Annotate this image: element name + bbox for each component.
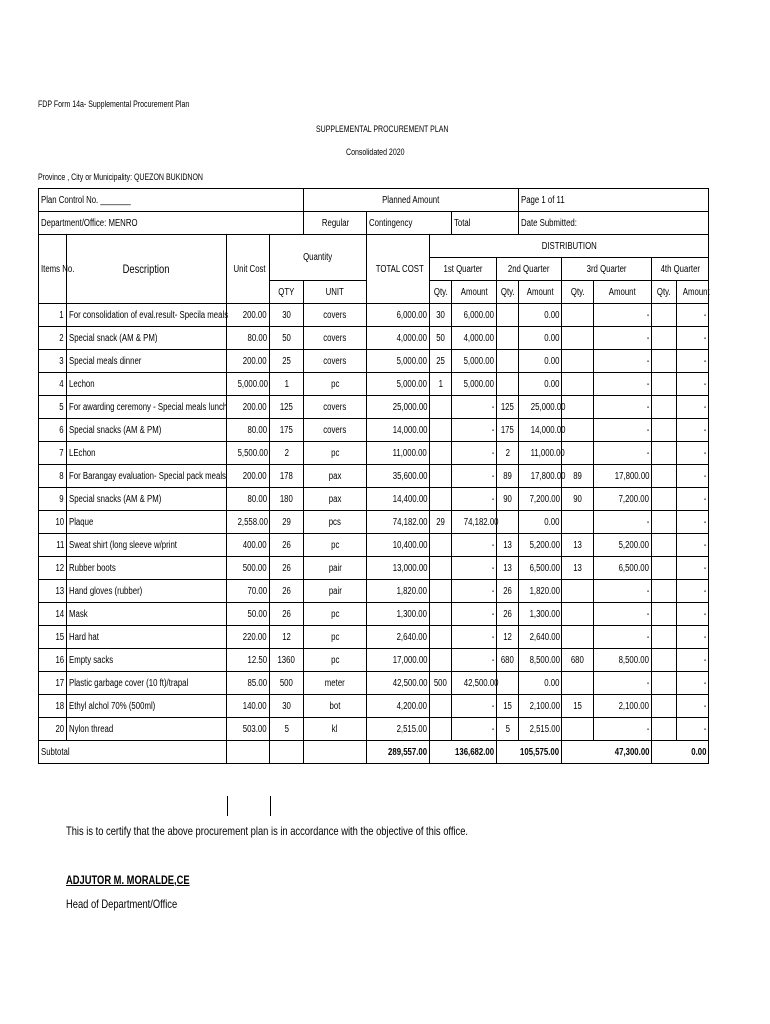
unit-cost: 200.00 bbox=[243, 309, 267, 321]
q1-qty: 25 bbox=[436, 355, 445, 367]
q1-amount: - bbox=[491, 447, 495, 459]
unit: pair bbox=[328, 562, 342, 574]
q4-amount: - bbox=[703, 562, 707, 574]
q2-qty: 89 bbox=[503, 470, 512, 482]
q4-header: 4th Quarter bbox=[660, 263, 700, 275]
q4-amount: - bbox=[703, 585, 707, 597]
unit-cost: 503.00 bbox=[243, 723, 267, 735]
unit: pc bbox=[330, 447, 340, 459]
q1-amount: - bbox=[491, 608, 495, 620]
item-number: 6 bbox=[59, 424, 64, 436]
quantity: 2 bbox=[284, 447, 289, 459]
q3-amount: 6,500.00 bbox=[618, 562, 650, 574]
unit: pc bbox=[330, 654, 340, 666]
unit: covers bbox=[323, 355, 347, 367]
plan-title: SUPPLEMENTAL PROCUREMENT PLAN bbox=[316, 124, 449, 134]
quantity: 30 bbox=[282, 700, 291, 712]
item-description: Plastic garbage cover (10 ft)/trapal bbox=[69, 677, 189, 689]
q2-amount: 2,640.00 bbox=[529, 631, 560, 643]
header-row-2 bbox=[39, 212, 709, 235]
unit-cost: 50.00 bbox=[247, 608, 267, 620]
q2-amount: 25,000.00 bbox=[530, 401, 566, 413]
q1-amount: - bbox=[491, 700, 495, 712]
q4-amount: - bbox=[703, 654, 707, 666]
item-description: Sweat shirt (long sleeve w/print bbox=[69, 539, 177, 551]
q4-amount: - bbox=[703, 309, 707, 321]
q3-amount: - bbox=[646, 378, 650, 390]
q3-header: 3rd Quarter bbox=[586, 263, 627, 275]
total-cost: 5,000.00 bbox=[396, 378, 428, 390]
q1-amount: 6,000.00 bbox=[463, 309, 495, 321]
q3-amount: - bbox=[646, 608, 650, 620]
q3-amount: - bbox=[646, 355, 650, 367]
unit: pax bbox=[328, 493, 342, 505]
q2-header: 2nd Quarter bbox=[508, 263, 550, 275]
item-number: 13 bbox=[55, 585, 64, 597]
regular-label: Regular bbox=[321, 217, 349, 229]
quantity: 1 bbox=[284, 378, 289, 390]
date-submitted-label: Date Submitted: bbox=[521, 217, 577, 229]
q2-amount: 11,000.00 bbox=[530, 447, 565, 459]
total-cost-header: TOTAL COST bbox=[375, 263, 424, 275]
item-description: For awarding ceremony - Special meals lunch bbox=[69, 401, 228, 413]
unit-cost: 200.00 bbox=[243, 355, 267, 367]
signatory-title: Head of Department/Office bbox=[66, 897, 178, 911]
q3-amount: - bbox=[646, 516, 650, 528]
q2-qty: 2 bbox=[505, 447, 510, 459]
item-description: Lechon bbox=[69, 378, 95, 390]
quantity: 1360 bbox=[277, 654, 296, 666]
unit-cost: 80.00 bbox=[247, 493, 267, 505]
subtotal-q4: 0.00 bbox=[690, 746, 707, 758]
q4-amount: - bbox=[703, 700, 707, 712]
q3-amount: - bbox=[646, 723, 650, 735]
q2-qty: 175 bbox=[501, 424, 515, 436]
q1-amount: 42,500.00 bbox=[463, 677, 499, 689]
unit: meter bbox=[325, 677, 345, 689]
item-description: Plaque bbox=[69, 516, 94, 528]
q3-amount: - bbox=[646, 677, 650, 689]
unit-cost: 5,000.00 bbox=[237, 378, 268, 390]
item-description: Empty sacks bbox=[69, 654, 114, 666]
item-number: 4 bbox=[59, 378, 64, 390]
q1-qty: 29 bbox=[436, 516, 445, 528]
item-number: 18 bbox=[55, 700, 64, 712]
q3-amount: 7,200.00 bbox=[618, 493, 650, 505]
q4-amount: - bbox=[703, 424, 707, 436]
quantity: 12 bbox=[282, 631, 291, 643]
q2-amount: 0.00 bbox=[543, 332, 560, 344]
unit: pcs bbox=[328, 516, 342, 528]
q2-amount: 0.00 bbox=[543, 309, 560, 321]
q2-amount: 5,200.00 bbox=[529, 539, 560, 551]
total-cost: 4,200.00 bbox=[396, 700, 428, 712]
q4-amount-header: Amount bbox=[682, 286, 710, 298]
quantity: 26 bbox=[282, 562, 291, 574]
q3-qty: 15 bbox=[573, 700, 582, 712]
total-cost: 25,000.00 bbox=[392, 401, 428, 413]
qty-header: QTY bbox=[278, 286, 295, 298]
total-cost: 6,000.00 bbox=[396, 309, 428, 321]
quantity: 500 bbox=[279, 677, 294, 689]
q2-amount: 0.00 bbox=[543, 378, 560, 390]
procurement-table bbox=[38, 188, 709, 764]
item-description: Hard hat bbox=[69, 631, 99, 643]
unit-cost: 500.00 bbox=[243, 562, 267, 574]
table-row bbox=[39, 419, 709, 442]
q4-amount: - bbox=[703, 608, 707, 620]
table-row bbox=[39, 695, 709, 718]
q1-amount: - bbox=[491, 585, 495, 597]
quantity: 50 bbox=[282, 332, 291, 344]
q3-amount: - bbox=[646, 631, 650, 643]
unit: pax bbox=[328, 470, 342, 482]
q1-amount: - bbox=[491, 493, 495, 505]
item-description: Hand gloves (rubber) bbox=[69, 585, 143, 597]
item-number: 12 bbox=[55, 562, 64, 574]
total-cost: 10,400.00 bbox=[392, 539, 428, 551]
subtotal-q3: 47,300.00 bbox=[614, 746, 650, 758]
unit-cost: 220.00 bbox=[243, 631, 267, 643]
quantity: 26 bbox=[282, 585, 291, 597]
total-cost: 74,182.00 bbox=[392, 516, 428, 528]
table-row bbox=[39, 488, 709, 511]
item-description: Special meals dinner bbox=[69, 355, 142, 367]
q1-qty: 500 bbox=[434, 677, 448, 689]
q1-amount: - bbox=[491, 539, 495, 551]
q3-qty: 13 bbox=[573, 539, 582, 551]
q3-amount-header: Amount bbox=[609, 286, 636, 298]
contingency-label: Contingency bbox=[369, 217, 413, 229]
item-number: 5 bbox=[59, 401, 64, 413]
item-description: Rubber boots bbox=[69, 562, 116, 574]
q3-amount: 2,100.00 bbox=[618, 700, 650, 712]
q3-qty: 13 bbox=[573, 562, 582, 574]
unit: covers bbox=[323, 401, 347, 413]
unit: covers bbox=[323, 424, 347, 436]
table-row bbox=[39, 672, 709, 695]
q1-header: 1st Quarter bbox=[443, 263, 483, 275]
q1-amount: - bbox=[491, 470, 495, 482]
q2-qty: 13 bbox=[503, 539, 512, 551]
q2-qty: 12 bbox=[503, 631, 512, 643]
quantity: 5 bbox=[284, 723, 289, 735]
table-row bbox=[39, 580, 709, 603]
table-row bbox=[39, 396, 709, 419]
item-description: For Barangay evaluation- Special pack meals bbox=[69, 470, 226, 482]
q3-amount: - bbox=[646, 447, 650, 459]
unit: pc bbox=[330, 539, 340, 551]
trailing-line-right bbox=[270, 796, 271, 816]
q3-amount: - bbox=[646, 424, 650, 436]
q2-qty: 680 bbox=[501, 654, 515, 666]
unit: bot bbox=[329, 700, 341, 712]
consolidated-label: Consolidated 2020 bbox=[346, 147, 405, 157]
header-row-3 bbox=[39, 235, 709, 258]
item-number: 10 bbox=[55, 516, 64, 528]
q2-amount: 1,300.00 bbox=[529, 608, 560, 620]
total-cost: 4,000.00 bbox=[396, 332, 428, 344]
subtotal-row bbox=[39, 741, 709, 764]
q3-amount: 17,800.00 bbox=[614, 470, 650, 482]
total-cost: 1,300.00 bbox=[396, 608, 428, 620]
unit: pc bbox=[330, 631, 340, 643]
total-label: Total bbox=[454, 217, 471, 229]
quantity: 26 bbox=[282, 608, 291, 620]
q2-qty: 26 bbox=[503, 608, 512, 620]
item-number: 20 bbox=[55, 723, 64, 735]
item-number: 15 bbox=[55, 631, 64, 643]
unit: pair bbox=[328, 585, 342, 597]
form-title: FDP Form 14a- Supplemental Procurement Plan bbox=[38, 99, 190, 109]
header-row-1 bbox=[39, 189, 709, 212]
q4-amount: - bbox=[703, 401, 707, 413]
quantity: 26 bbox=[282, 539, 291, 551]
q1-qty: 1 bbox=[438, 378, 443, 390]
table-row bbox=[39, 626, 709, 649]
total-cost: 2,640.00 bbox=[396, 631, 428, 643]
q4-amount: - bbox=[703, 332, 707, 344]
q3-amount: - bbox=[646, 309, 650, 321]
q4-amount: - bbox=[703, 516, 707, 528]
q2-amount: 0.00 bbox=[543, 355, 560, 367]
q1-amount: 4,000.00 bbox=[463, 332, 495, 344]
planned-amount-label: Planned Amount bbox=[382, 194, 440, 206]
quantity-header: Quantity bbox=[303, 252, 333, 263]
q3-amount: 5,200.00 bbox=[618, 539, 650, 551]
subtotal-label: Subtotal bbox=[41, 746, 70, 758]
subtotal-q2: 105,575.00 bbox=[519, 746, 560, 758]
unit: covers bbox=[323, 332, 347, 344]
item-number: 8 bbox=[59, 470, 64, 482]
q4-amount: - bbox=[703, 378, 707, 390]
q3-qty: 680 bbox=[571, 654, 585, 666]
q4-amount: - bbox=[703, 355, 707, 367]
q2-qty-header: Qty. bbox=[500, 286, 515, 298]
unit-cost: 80.00 bbox=[247, 424, 267, 436]
q4-qty-header: Qty. bbox=[657, 286, 671, 298]
unit: kl bbox=[332, 723, 338, 735]
q2-qty: 125 bbox=[501, 401, 515, 413]
q2-amount: 2,515.00 bbox=[529, 723, 560, 735]
item-number: 16 bbox=[55, 654, 64, 666]
q3-amount: 8,500.00 bbox=[618, 654, 650, 666]
unit-cost: 5,500.00 bbox=[237, 447, 268, 459]
q2-qty: 26 bbox=[503, 585, 512, 597]
quantity: 25 bbox=[282, 355, 291, 367]
unit-header: UNIT bbox=[325, 286, 345, 298]
q2-amount: 14,000.00 bbox=[530, 424, 566, 436]
q1-amount: - bbox=[491, 654, 495, 666]
item-description: Special snacks (AM & PM) bbox=[69, 424, 162, 436]
q4-amount: - bbox=[703, 631, 707, 643]
subtotal-total: 289,557.00 bbox=[387, 746, 428, 758]
total-cost: 17,000.00 bbox=[392, 654, 428, 666]
total-cost: 42,500.00 bbox=[392, 677, 428, 689]
total-cost: 2,515.00 bbox=[396, 723, 428, 735]
q2-amount: 0.00 bbox=[543, 677, 560, 689]
item-description: LEchon bbox=[69, 447, 96, 459]
q4-amount: - bbox=[703, 447, 707, 459]
q1-qty: 30 bbox=[436, 309, 445, 321]
item-number: 11 bbox=[55, 539, 64, 551]
q2-amount: 1,820.00 bbox=[529, 585, 560, 597]
q1-amount: - bbox=[491, 424, 495, 436]
unit-cost: 200.00 bbox=[243, 470, 267, 482]
unit-cost-header: Unit Cost bbox=[233, 263, 266, 275]
item-number: 7 bbox=[59, 447, 64, 459]
item-number: 14 bbox=[55, 608, 64, 620]
q1-amount: - bbox=[491, 562, 495, 574]
table-row bbox=[39, 557, 709, 580]
item-description: Nylon thread bbox=[69, 723, 114, 735]
q1-qty: 50 bbox=[436, 332, 445, 344]
table-row bbox=[39, 442, 709, 465]
q3-amount: - bbox=[646, 585, 650, 597]
q2-qty: 5 bbox=[505, 723, 510, 735]
quantity: 29 bbox=[282, 516, 291, 528]
quantity: 178 bbox=[279, 470, 294, 482]
q3-qty-header: Qty. bbox=[570, 286, 585, 298]
total-cost: 14,400.00 bbox=[392, 493, 428, 505]
q2-amount-header: Amount bbox=[526, 286, 554, 298]
table-row bbox=[39, 511, 709, 534]
plan-control: Plan Control No. _______ bbox=[41, 194, 131, 206]
item-description: Special snack (AM & PM) bbox=[69, 332, 158, 344]
unit-cost: 85.00 bbox=[247, 677, 267, 689]
q2-amount: 7,200.00 bbox=[529, 493, 560, 505]
table-row bbox=[39, 373, 709, 396]
item-number: 2 bbox=[59, 332, 64, 344]
item-number: 9 bbox=[59, 493, 64, 505]
subtotal-q1: 136,682.00 bbox=[454, 746, 495, 758]
trailing-line-left bbox=[227, 796, 228, 816]
table-row bbox=[39, 304, 709, 327]
q4-amount: - bbox=[703, 723, 707, 735]
q4-amount: - bbox=[703, 493, 707, 505]
item-description: Ethyl alchol 70% (500ml) bbox=[69, 700, 156, 712]
q3-qty: 89 bbox=[573, 470, 582, 482]
table-row bbox=[39, 465, 709, 488]
table-row bbox=[39, 350, 709, 373]
q2-qty: 13 bbox=[503, 562, 512, 574]
q1-amount: 5,000.00 bbox=[463, 355, 495, 367]
unit-cost: 80.00 bbox=[247, 332, 267, 344]
page-label: Page 1 of 11 bbox=[521, 194, 565, 206]
table-row bbox=[39, 649, 709, 672]
q1-amount-header: Amount bbox=[460, 286, 488, 298]
q3-amount: - bbox=[646, 332, 650, 344]
q3-qty: 90 bbox=[573, 493, 582, 505]
unit-cost: 400.00 bbox=[243, 539, 267, 551]
total-cost: 1,820.00 bbox=[396, 585, 428, 597]
table-row bbox=[39, 534, 709, 557]
items-no-header: Items No. bbox=[41, 263, 75, 275]
q2-qty: 15 bbox=[503, 700, 512, 712]
unit-cost: 200.00 bbox=[243, 401, 267, 413]
item-number: 3 bbox=[59, 355, 64, 367]
unit: pc bbox=[330, 378, 340, 390]
distribution-header: DISTRIBUTION bbox=[541, 240, 597, 252]
unit-cost: 140.00 bbox=[243, 700, 267, 712]
certification-text: This is to certify that the above procurement plan is in accordance with the objective of this office. bbox=[66, 824, 469, 838]
total-cost: 11,000.00 bbox=[392, 447, 428, 459]
q2-amount: 2,100.00 bbox=[529, 700, 560, 712]
q2-amount: 8,500.00 bbox=[529, 654, 560, 666]
unit-cost: 12.50 bbox=[247, 654, 267, 666]
quantity: 175 bbox=[279, 424, 294, 436]
q2-qty: 90 bbox=[503, 493, 512, 505]
quantity: 30 bbox=[282, 309, 291, 321]
q1-amount: - bbox=[491, 401, 495, 413]
table-row bbox=[39, 327, 709, 350]
q4-amount: - bbox=[703, 470, 707, 482]
q2-amount: 0.00 bbox=[543, 516, 560, 528]
q1-qty-header: Qty. bbox=[433, 286, 448, 298]
table-row bbox=[39, 718, 709, 741]
quantity: 125 bbox=[279, 401, 294, 413]
q1-amount: 74,182.00 bbox=[463, 516, 499, 528]
item-description: Mask bbox=[69, 608, 88, 620]
total-cost: 5,000.00 bbox=[396, 355, 428, 367]
province-line: Province , City or Municipality: QUEZON BUKIDNON bbox=[38, 172, 204, 182]
quantity: 180 bbox=[279, 493, 294, 505]
item-description: Special snacks (AM & PM) bbox=[69, 493, 162, 505]
total-cost: 14,000.00 bbox=[392, 424, 428, 436]
item-description: For consolidation of eval.result- Specila meals bbox=[69, 309, 229, 321]
q4-amount: - bbox=[703, 677, 707, 689]
q1-amount: - bbox=[491, 631, 495, 643]
q3-amount: - bbox=[646, 401, 650, 413]
q1-amount: - bbox=[491, 723, 495, 735]
unit-cost: 70.00 bbox=[247, 585, 267, 597]
unit: pc bbox=[330, 608, 340, 620]
total-cost: 35,600.00 bbox=[392, 470, 428, 482]
unit: covers bbox=[323, 309, 347, 321]
q1-amount: 5,000.00 bbox=[463, 378, 495, 390]
signatory-name: ADJUTOR M. MORALDE,CE bbox=[66, 873, 190, 887]
table-row bbox=[39, 603, 709, 626]
description-header: Description bbox=[123, 262, 170, 276]
item-number: 1 bbox=[59, 309, 64, 321]
unit-cost: 2,558.00 bbox=[237, 516, 268, 528]
q4-amount: - bbox=[703, 539, 707, 551]
q2-amount: 6,500.00 bbox=[529, 562, 560, 574]
item-number: 17 bbox=[55, 677, 64, 689]
q2-amount: 17,800.00 bbox=[530, 470, 566, 482]
total-cost: 13,000.00 bbox=[392, 562, 428, 574]
department-label: Department/Office: MENRO bbox=[41, 217, 138, 229]
